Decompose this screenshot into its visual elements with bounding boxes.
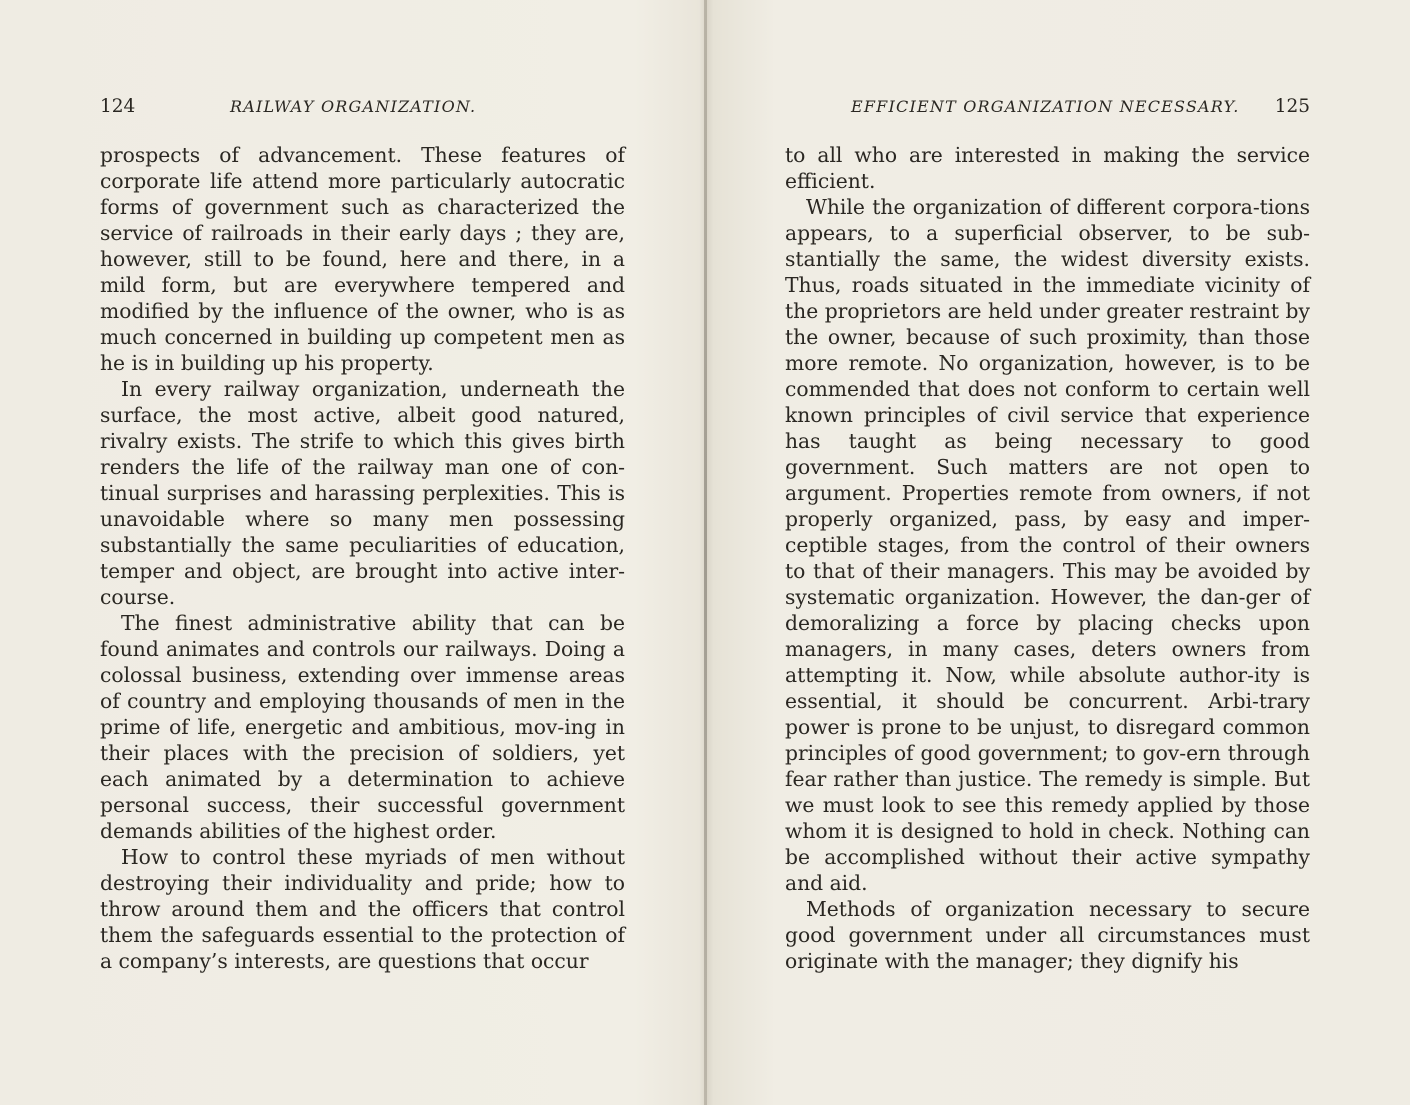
left-page-number: 124	[100, 96, 136, 117]
left-running-head: RAILWAY ORGANIZATION.	[230, 97, 477, 116]
right-running-head: EFFICIENT ORGANIZATION NECESSARY.	[851, 97, 1240, 116]
right-paragraph-3: Methods of organization necessary to secure good government under all circumstances must originate with the manager; they dignify his	[785, 897, 1310, 973]
left-paragraph-1: prospects of advancement. These features of corporate life attend more particularly autocratic forms of government such as characterized the service of railroads in their early days ; they are, however, still to be found, here and there, in a mild form, but are everywhere tempered and modified by the influence of the owner, who is as much concerned in building up competent men as he is in building up his property.	[100, 143, 625, 375]
right-page-body	[785, 142, 1310, 974]
left-paragraph-4: How to control these myriads of men without destroying their individuality and pride; how to throw around them and the officers that control them the safeguards essential to the protection of a company’s interests, are questions that occur	[100, 845, 625, 973]
right-paragraph-1: to all who are interested in making the service efficient.	[785, 143, 1310, 193]
left-page-body	[100, 142, 625, 974]
left-page	[0, 0, 704, 1105]
right-page	[707, 0, 1410, 1105]
right-page-number: 125	[1274, 96, 1310, 117]
right-page-header	[785, 96, 1310, 122]
left-paragraph-2: In every railway organization, underneath the surface, the most active, albeit good natured, rivalry exists. The strife to which this gives birth renders the life of the railway man one of con-tinual surprises and harassing perplexities. This is unavoidable where so many men possessing substantially the same peculiarities of education, temper and object, are brought into active inter-course.	[100, 377, 625, 609]
right-paragraph-2: While the organization of different corpora-tions appears, to a superficial observer, to be sub-stantially the same, the widest diversity exists. Thus, roads situated in the immediate vicinity of the proprietors are held under greater restraint by the owner, because of such proximity, than those more remote. No organization, however, is to be commended that does not conform to certain well known principles of civil service that experience has taught as being necessary to good government. Such matters are not open to argument. Properties remote from owners, if not properly organized, pass, by easy and imper-ceptible stages, from the control of their owners to that of their managers. This may be avoided by systematic organization. However, the dan-ger of demoralizing a force by placing checks upon managers, in many cases, deters owners from attempting it. Now, while absolute author-ity is essential, it should be concurrent. Arbi-trary power is prone to be unjust, to disregard common principles of good government; to gov-ern through fear rather than justice. The remedy is simple. But we must look to see this remedy applied by those whom it is designed to hold in check. Nothing can be accomplished without their active sympathy and aid.	[785, 195, 1310, 895]
left-page-header	[100, 96, 625, 122]
left-paragraph-3: The finest administrative ability that can be found animates and controls our railways. Doing a colossal business, extending over immense areas of country and employing thousands of men in the prime of life, energetic and ambitious, mov-ing in their places with the precision of soldiers, yet each animated by a determination to achieve personal success, their successful government demands abilities of the highest order.	[100, 611, 625, 843]
